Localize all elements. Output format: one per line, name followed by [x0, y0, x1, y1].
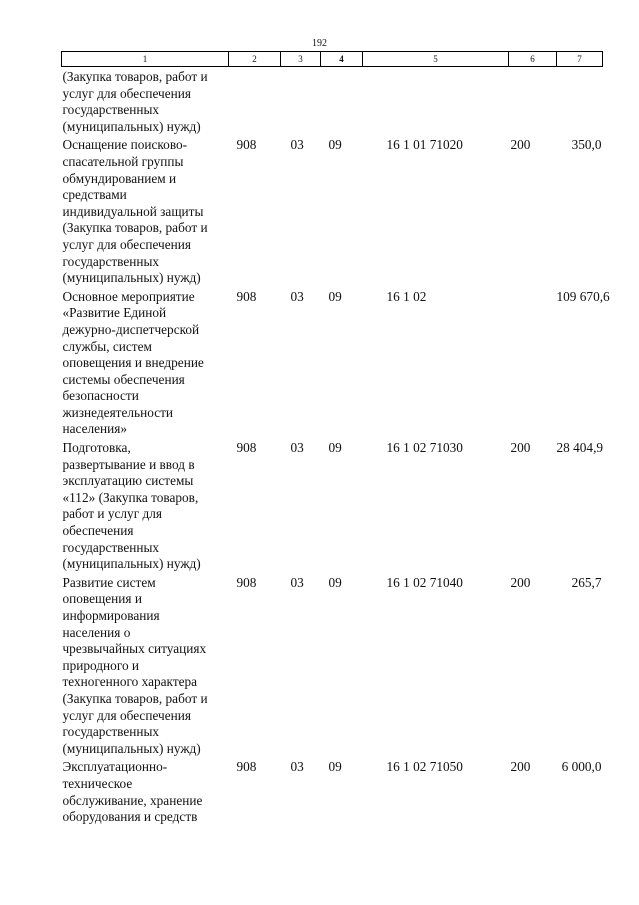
item-name-line: техногенного характера — [62, 674, 198, 690]
page-number: 192 — [312, 38, 327, 49]
expense-type-cell: 200 — [510, 440, 531, 456]
item-name-line: Развитие систем — [62, 574, 156, 590]
section-cell — [281, 67, 321, 136]
table-row — [62, 438, 603, 573]
table-row — [62, 287, 603, 438]
item-name-cell — [62, 757, 229, 825]
item-name-line: Эксплуатационно- — [62, 759, 168, 775]
section-cell: 03 — [290, 759, 304, 775]
table-body — [62, 67, 610, 826]
item-name-line: развертывание и ввод в — [62, 456, 195, 472]
item-name-line: услуг для обеспечения — [62, 85, 191, 101]
item-name-line: оповещения и внедрение — [62, 355, 204, 371]
item-name-line: Основное мероприятие — [62, 288, 195, 304]
item-name-line: государственных — [62, 102, 160, 118]
item-name-line: средствами — [62, 187, 127, 203]
target-article-cell: 16 1 02 71050 — [386, 759, 463, 775]
budget-table — [61, 51, 610, 826]
target-article-cell: 16 1 01 71020 — [386, 137, 463, 153]
expense-type-cell — [509, 287, 557, 438]
column-header-5: 5 — [363, 52, 509, 67]
subsection-cell: 09 — [328, 137, 342, 153]
item-name-line: обеспечения — [62, 523, 134, 539]
ved-cell: 908 — [236, 440, 257, 456]
target-article-cell: 16 1 02 71040 — [386, 574, 463, 590]
amount-cell: 28 404,9 — [556, 440, 604, 456]
item-name-line: (муниципальных) нужд) — [62, 556, 201, 572]
column-header-7: 7 — [557, 52, 603, 67]
item-name-line: информирования — [62, 608, 160, 623]
item-name-line: «Развитие Единой — [62, 305, 167, 321]
item-name-line: (муниципальных) нужд) — [62, 118, 201, 134]
ved-cell — [229, 67, 281, 136]
item-name-line: населения о — [62, 624, 131, 640]
item-name-line: государственных — [62, 253, 160, 269]
item-name-line: индивидуальной защиты — [62, 203, 204, 219]
item-name-line: Оснащение поисково- — [62, 137, 188, 153]
item-name-line: обмундированием и — [62, 170, 177, 186]
item-name-line: чрезвычайных ситуациях — [62, 641, 207, 657]
table-row — [62, 67, 603, 136]
item-name-line: (Закупка товаров, работ и — [62, 220, 208, 236]
item-name-line: (муниципальных) нужд) — [62, 740, 201, 756]
section-cell: 03 — [290, 574, 304, 590]
table-row — [62, 757, 603, 825]
item-name-line: службы, систем — [62, 338, 152, 354]
item-name-line: населения» — [62, 421, 128, 437]
target-article-cell: 16 1 02 — [386, 288, 427, 304]
section-cell: 03 — [290, 440, 304, 456]
amount-cell: 109 670,6 — [556, 288, 610, 304]
subsection-cell: 09 — [328, 288, 342, 304]
item-name-line: государственных — [62, 724, 160, 740]
item-name-cell — [62, 287, 229, 438]
item-name-line: услуг для обеспечения — [62, 707, 191, 723]
expense-type-cell: 200 — [510, 137, 531, 153]
amount-cell: 6 000,0 — [561, 759, 602, 775]
item-name-cell — [62, 135, 229, 286]
ved-cell: 908 — [236, 574, 257, 590]
amount-cell: 350,0 — [571, 137, 602, 153]
item-name-line: оборудования и средств — [62, 809, 198, 825]
section-cell: 03 — [290, 137, 304, 153]
amount-cell — [557, 67, 603, 136]
subsection-cell — [321, 67, 363, 136]
column-header-6: 6 — [509, 52, 557, 67]
item-name-line: дежурно-диспетчерской — [62, 321, 200, 337]
column-header-1: 1 — [62, 52, 229, 67]
item-name-line: спасательной группы — [62, 153, 184, 169]
item-name-line: обслуживание, хранение — [62, 792, 203, 808]
subsection-cell: 09 — [328, 440, 342, 456]
target-article-cell — [363, 67, 509, 136]
item-name-line: Подготовка, — [62, 440, 131, 456]
section-cell: 03 — [290, 288, 304, 304]
table-row — [62, 573, 603, 758]
item-name-cell — [62, 573, 229, 758]
table-row — [62, 135, 603, 286]
item-name-line: техническое — [62, 775, 133, 791]
target-article-cell: 16 1 02 71030 — [386, 440, 463, 456]
column-header-2: 2 — [229, 52, 281, 67]
item-name-line: (Закупка товаров, работ и — [62, 690, 208, 706]
item-name-line: жизнедеятельности — [62, 404, 174, 420]
item-name-line: системы обеспечения — [62, 371, 185, 387]
ved-cell: 908 — [236, 759, 257, 775]
item-name-cell — [62, 67, 229, 136]
item-name-line: работ и услуг для — [62, 506, 162, 522]
item-name-line: безопасности — [62, 388, 139, 404]
item-name-line: природного и — [62, 657, 140, 673]
table-header-row — [62, 52, 603, 67]
item-name-line: эксплуатацию системы — [62, 473, 194, 489]
item-name-cell — [62, 438, 229, 573]
expense-type-cell — [509, 67, 557, 136]
expense-type-cell: 200 — [510, 574, 531, 590]
item-name-line: (муниципальных) нужд) — [62, 270, 201, 286]
column-header-3: 3 — [281, 52, 321, 67]
item-name-line: (Закупка товаров, работ и — [62, 69, 208, 84]
amount-cell: 265,7 — [571, 574, 602, 590]
item-name-line: услуг для обеспечения — [62, 236, 191, 252]
item-name-line: оповещения и — [62, 591, 142, 607]
item-name-line: государственных — [62, 539, 160, 555]
subsection-cell: 09 — [328, 759, 342, 775]
ved-cell: 908 — [236, 288, 257, 304]
item-name-line: «112» (Закупка товаров, — [62, 489, 199, 505]
ved-cell: 908 — [236, 137, 257, 153]
subsection-cell: 09 — [328, 574, 342, 590]
column-header-4: 4 — [321, 52, 363, 67]
expense-type-cell: 200 — [510, 759, 531, 775]
